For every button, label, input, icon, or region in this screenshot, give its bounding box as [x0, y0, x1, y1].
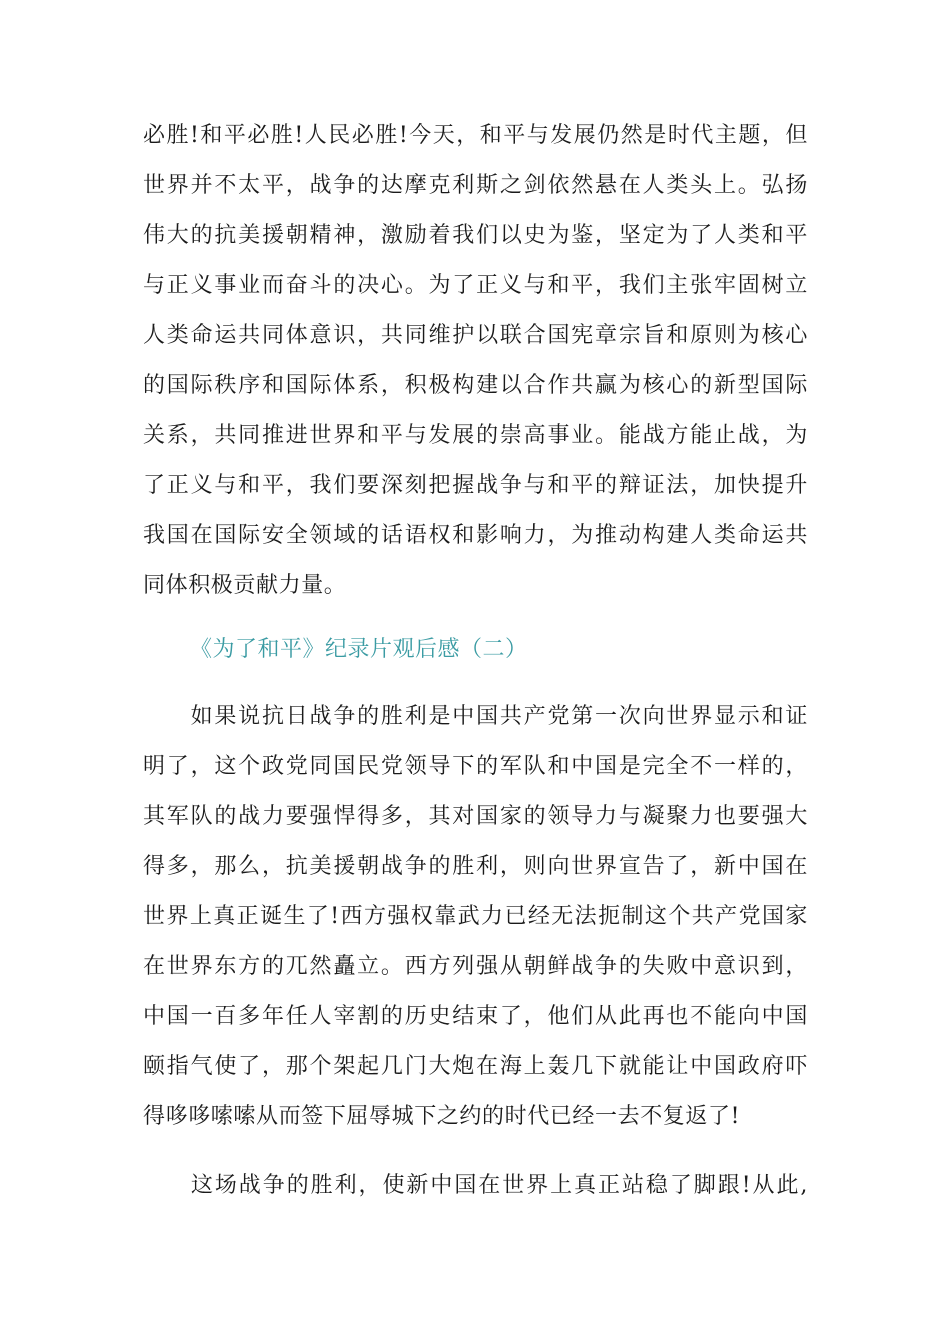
- text-line: 得多，那么，抗美援朝战争的胜利，则向世界宣告了，新中国在: [143, 854, 808, 879]
- text-line: 世界并不太平，战争的达摩克利斯之剑依然悬在人类头上。弘扬: [143, 173, 808, 198]
- text-line: 同体积极贡献力量。: [143, 573, 347, 598]
- text-line: 世界上真正诞生了!西方强权靠武力已经无法扼制这个共产党国家: [143, 904, 808, 929]
- text-line: 必胜!和平必胜!人民必胜!今天，和平与发展仍然是时代主题，但: [143, 123, 808, 148]
- continuation-paragraph: [143, 111, 808, 611]
- paragraph-1: [143, 692, 808, 1142]
- text-line: 了正义与和平，我们要深刻把握战争与和平的辩证法，加快提升: [143, 473, 808, 498]
- text-line: 这场战争的胜利，使新中国在世界上真正站稳了脚跟!从此,: [143, 1173, 808, 1198]
- section-heading: 《为了和平》纪录片观后感（二）: [190, 637, 528, 662]
- text-line: 其军队的战力要强悍得多，其对国家的领导力与凝聚力也要强大: [143, 804, 808, 829]
- text-line: 的国际秩序和国际体系，积极构建以合作共赢为核心的新型国际: [143, 373, 808, 398]
- text-line: 关系，共同推进世界和平与发展的崇高事业。能战方能止战，为: [143, 423, 808, 448]
- text-line: 中国一百多年任人宰割的历史结束了，他们从此再也不能向中国: [143, 1004, 808, 1029]
- text-line: 人类命运共同体意识，共同维护以联合国宪章宗旨和原则为核心: [143, 323, 808, 348]
- paragraph-2: [143, 1161, 808, 1211]
- text-line: 得哆哆嗦嗦从而签下屈辱城下之约的时代已经一去不复返了!: [143, 1104, 741, 1129]
- text-line: 如果说抗日战争的胜利是中国共产党第一次向世界显示和证: [143, 704, 808, 729]
- text-line: 我国在国际安全领域的话语权和影响力，为推动构建人类命运共: [143, 523, 808, 548]
- text-line: 明了，这个政党同国民党领导下的军队和中国是完全不一样的，: [143, 754, 808, 779]
- text-line: 伟大的抗美援朝精神，激励着我们以史为鉴，坚定为了人类和平: [143, 223, 808, 248]
- text-line: 与正义事业而奋斗的决心。为了正义与和平，我们主张牢固树立: [143, 273, 808, 298]
- text-line: 颐指气使了，那个架起几门大炮在海上轰几下就能让中国政府吓: [143, 1054, 808, 1079]
- text-line: 在世界东方的兀然矗立。西方列强从朝鲜战争的失败中意识到，: [143, 954, 808, 979]
